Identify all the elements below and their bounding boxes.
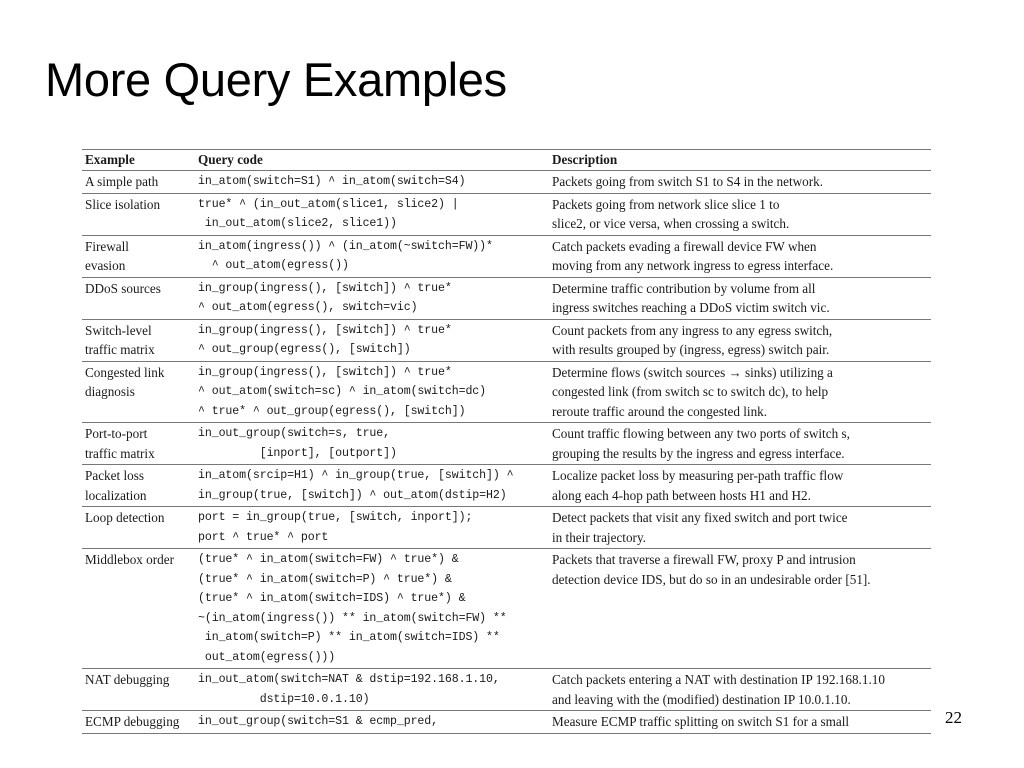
table-row bbox=[82, 319, 931, 361]
query-code-cell-line: ~(in_atom(ingress()) ** in_atom(switch=FW) ** bbox=[198, 611, 507, 625]
query-code-cell-line: out_atom(egress())) bbox=[198, 650, 336, 664]
table-row bbox=[82, 235, 931, 277]
description-cell-line: grouping the results by the ingress and egress interface. bbox=[552, 445, 845, 461]
table-row bbox=[82, 423, 931, 465]
query-code-cell-line: ^ out_atom(egress(), switch=vic) bbox=[198, 301, 418, 314]
description-cell-line: Detect packets that visit any fixed switch and port twice bbox=[552, 510, 848, 525]
query-code-cell bbox=[195, 319, 549, 361]
description-cell bbox=[549, 507, 931, 549]
header-example: Example bbox=[82, 150, 195, 171]
query-code-cell bbox=[195, 423, 549, 465]
table-header-row bbox=[82, 150, 931, 171]
description-cell-line: Determine traffic contribution by volume from all bbox=[552, 280, 816, 296]
example-cell bbox=[82, 235, 195, 277]
description-cell-line: with results grouped by (ingress, egress) switch pair. bbox=[552, 342, 830, 357]
description-cell-line: Packets going from network slice slice 1 to bbox=[552, 196, 780, 212]
query-code-cell bbox=[195, 669, 549, 711]
query-code-cell-line: in_group(ingress(), [switch]) ^ true* bbox=[198, 281, 452, 295]
query-code-cell-line: in_atom(switch=P) ** in_atom(switch=IDS) ** bbox=[198, 631, 500, 644]
example-cell-line: traffic matrix bbox=[85, 445, 155, 461]
slide-title: More Query Examples bbox=[45, 53, 507, 106]
description-cell bbox=[549, 711, 931, 734]
query-code-cell-line: ^ out_atom(switch=sc) ^ in_atom(switch=dc) bbox=[198, 385, 487, 398]
example-cell-line: Loop detection bbox=[85, 510, 165, 525]
example-cell-line: NAT debugging bbox=[85, 672, 170, 687]
description-cell bbox=[549, 277, 931, 319]
example-cell-line: Slice isolation bbox=[85, 196, 161, 212]
query-code-cell bbox=[195, 171, 549, 194]
example-cell bbox=[82, 669, 195, 711]
description-cell-line: Count traffic flowing between any two ports of switch s, bbox=[552, 426, 850, 441]
header-query-code: Query code bbox=[195, 150, 549, 171]
query-code-cell-line: ^ true* ^ out_group(egress(), [switch]) bbox=[198, 404, 466, 418]
table-row bbox=[82, 465, 931, 507]
description-cell-line: detection device IDS, but do so in an undesirable order [51]. bbox=[552, 571, 871, 587]
example-cell bbox=[82, 319, 195, 361]
description-cell-line: Measure ECMP traffic splitting on switch S1 for a small bbox=[552, 714, 850, 729]
query-code-cell-line: port = in_group(true, [switch, inport]); bbox=[198, 511, 473, 524]
example-cell-line: Middlebox order bbox=[85, 552, 174, 567]
query-code-cell-line: in_group(true, [switch]) ^ out_atom(dstip=H2) bbox=[198, 488, 507, 502]
description-cell-line: congested link (from switch sc to switch dc), to help bbox=[552, 384, 829, 399]
example-cell-line: traffic matrix bbox=[85, 342, 155, 357]
query-code-cell bbox=[195, 361, 549, 423]
table-row bbox=[82, 277, 931, 319]
example-cell-line: ECMP debugging bbox=[85, 714, 180, 729]
query-code-cell-line: (true* ^ in_atom(switch=P) ^ true*) & bbox=[198, 572, 452, 586]
query-code-cell-line: ^ out_atom(egress()) bbox=[198, 259, 349, 272]
page-number: 22 bbox=[945, 708, 962, 727]
query-code-cell-line: [inport], [outport]) bbox=[198, 446, 397, 460]
description-cell bbox=[549, 549, 931, 669]
description-cell bbox=[549, 465, 931, 507]
query-code-cell-line: in_atom(srcip=H1) ^ in_group(true, [switch]) ^ bbox=[198, 469, 514, 482]
example-cell-line: Congested link bbox=[85, 364, 165, 380]
description-cell-line: moving from any network ingress to egress interface. bbox=[552, 258, 834, 273]
example-cell-line: Packet loss bbox=[85, 468, 144, 483]
table-row bbox=[82, 669, 931, 711]
table-row bbox=[82, 711, 931, 734]
query-code-cell-line: true* ^ (in_out_atom(slice1, slice2) | bbox=[198, 197, 459, 211]
table-row bbox=[82, 507, 931, 549]
query-code-cell-line: in_atom(ingress()) ^ (in_atom(~switch=FW))* bbox=[198, 239, 493, 253]
description-cell-line: Packets that traverse a firewall FW, proxy P and intrusion bbox=[552, 552, 856, 567]
query-examples-table bbox=[82, 149, 931, 734]
description-cell-line: reroute traffic around the congested link. bbox=[552, 403, 768, 419]
example-cell bbox=[82, 507, 195, 549]
example-cell bbox=[82, 171, 195, 194]
description-cell-line: Catch packets evading a firewall device FW when bbox=[552, 238, 817, 254]
example-cell bbox=[82, 193, 195, 235]
query-code-cell bbox=[195, 193, 549, 235]
query-code-cell-line: in_out_atom(slice2, slice1)) bbox=[198, 217, 397, 230]
description-cell-line: ingress switches reaching a DDoS victim switch vic. bbox=[552, 300, 830, 315]
description-cell bbox=[549, 235, 931, 277]
example-cell-line: evasion bbox=[85, 258, 126, 273]
description-cell-line: Catch packets entering a NAT with destination IP 192.168.1.10 bbox=[552, 672, 885, 687]
example-cell-line: Port-to-port bbox=[85, 426, 148, 441]
query-code-cell-line: (true* ^ in_atom(switch=FW) ^ true*) & bbox=[198, 553, 459, 566]
description-cell-line: Localize packet loss by measuring per-path traffic flow bbox=[552, 468, 844, 483]
example-cell bbox=[82, 465, 195, 507]
query-examples-table-container bbox=[82, 149, 931, 729]
table-row bbox=[82, 361, 931, 423]
query-code-cell bbox=[195, 507, 549, 549]
example-cell bbox=[82, 277, 195, 319]
query-code-cell-line: dstip=10.0.1.10) bbox=[198, 692, 370, 706]
description-cell bbox=[549, 319, 931, 361]
query-code-cell bbox=[195, 465, 549, 507]
example-cell-line: diagnosis bbox=[85, 384, 135, 399]
query-code-cell-line: in_out_group(switch=S1 & ecmp_pred, bbox=[198, 715, 439, 728]
query-code-cell-line: in_out_group(switch=s, true, bbox=[198, 427, 391, 440]
header-description: Description bbox=[549, 150, 931, 171]
example-cell-line: Switch-level bbox=[85, 322, 152, 338]
query-code-cell-line: in_group(ingress(), [switch]) ^ true* bbox=[198, 365, 452, 379]
description-cell-line: in their trajectory. bbox=[552, 529, 646, 545]
example-cell bbox=[82, 549, 195, 669]
query-code-cell-line: in_out_atom(switch=NAT & dstip=192.168.1.10, bbox=[198, 673, 500, 686]
query-code-cell bbox=[195, 235, 549, 277]
example-cell-line: localization bbox=[85, 487, 147, 503]
table-body bbox=[82, 171, 931, 734]
query-code-cell-line: in_atom(switch=S1) ^ in_atom(switch=S4) bbox=[198, 175, 466, 188]
description-cell-line: Determine flows (switch sources → sinks) utilizing a bbox=[552, 364, 833, 380]
description-cell bbox=[549, 423, 931, 465]
description-cell bbox=[549, 171, 931, 194]
description-cell-line: Count packets from any ingress to any egress switch, bbox=[552, 322, 833, 338]
query-code-cell-line: ^ out_group(egress(), [switch]) bbox=[198, 343, 411, 356]
table-row bbox=[82, 193, 931, 235]
description-cell-line: along each 4-hop path between hosts H1 and H2. bbox=[552, 487, 811, 503]
example-cell bbox=[82, 711, 195, 734]
description-cell bbox=[549, 669, 931, 711]
query-code-cell-line: in_group(ingress(), [switch]) ^ true* bbox=[198, 323, 452, 337]
query-code-cell bbox=[195, 277, 549, 319]
description-cell bbox=[549, 193, 931, 235]
example-cell-line: A simple path bbox=[85, 174, 159, 189]
description-cell-line: slice2, or vice versa, when crossing a switch. bbox=[552, 216, 790, 231]
description-cell bbox=[549, 361, 931, 423]
query-code-cell bbox=[195, 549, 549, 669]
example-cell-line: DDoS sources bbox=[85, 280, 161, 296]
example-cell-line: Firewall bbox=[85, 238, 129, 254]
query-code-cell-line: (true* ^ in_atom(switch=IDS) ^ true*) & bbox=[198, 592, 466, 605]
table-row bbox=[82, 171, 931, 194]
query-code-cell bbox=[195, 711, 549, 734]
table-row bbox=[82, 549, 931, 669]
description-cell-line: Packets going from switch S1 to S4 in the network. bbox=[552, 174, 824, 189]
description-cell-line: and leaving with the (modified) destination IP 10.0.1.10. bbox=[552, 691, 851, 707]
example-cell bbox=[82, 423, 195, 465]
example-cell bbox=[82, 361, 195, 423]
query-code-cell-line: port ^ true* ^ port bbox=[198, 530, 329, 544]
